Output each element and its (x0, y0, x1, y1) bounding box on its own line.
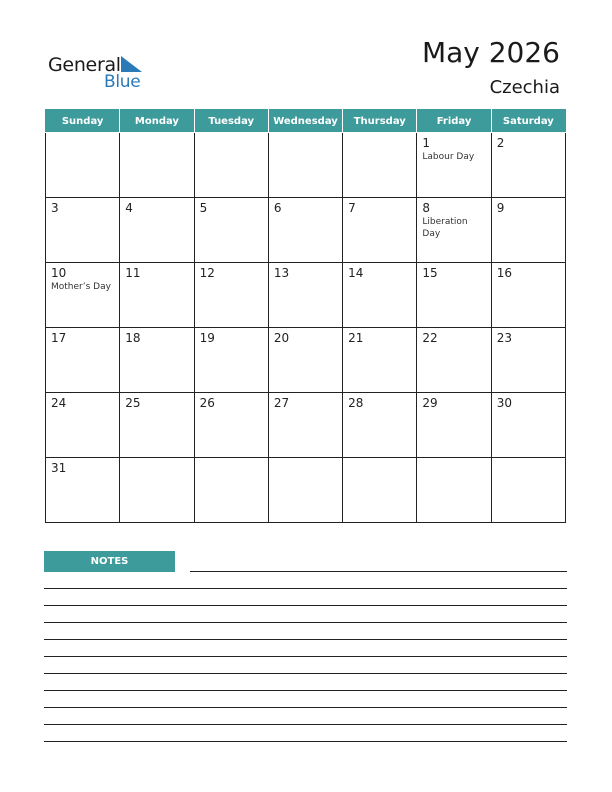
day-number: 27 (273, 396, 290, 410)
day-cell-content (417, 328, 490, 392)
day-cell (194, 393, 268, 458)
day-number: 16 (496, 266, 512, 280)
day-cell (268, 328, 342, 393)
day-cell-content (343, 133, 416, 197)
day-cell-content (46, 328, 119, 392)
day-cell (491, 133, 565, 198)
empty-day-cell (343, 133, 417, 198)
day-cell (120, 393, 194, 458)
note-line (44, 588, 567, 589)
logo-triangle-icon (121, 56, 142, 72)
day-cell-content (492, 133, 565, 197)
weekday-header: Monday (120, 110, 194, 133)
day-cell-content (343, 393, 416, 457)
day-number: 26 (199, 396, 215, 410)
day-cell (46, 328, 120, 393)
note-line (44, 656, 567, 657)
note-line (44, 741, 567, 742)
day-number: 31 (51, 461, 67, 475)
day-cell (268, 198, 342, 263)
weekday-header: Wednesday (268, 110, 342, 133)
empty-day-cell (268, 458, 342, 523)
day-cell (417, 328, 491, 393)
day-number: 28 (348, 396, 364, 410)
day-number: 13 (273, 266, 290, 280)
empty-day-cell (491, 458, 565, 523)
day-number: 4 (125, 201, 133, 215)
day-cell-content (417, 198, 490, 262)
day-cell (194, 263, 268, 328)
calendar-week-row (46, 263, 566, 328)
empty-day-cell (343, 458, 417, 523)
country-name: Czechia (489, 77, 560, 98)
day-number: 22 (422, 331, 438, 345)
month-year-title: May 2026 (421, 36, 560, 69)
calendar-week-row (46, 133, 566, 198)
day-cell-content (120, 458, 193, 522)
calendar-week-row (46, 458, 566, 523)
day-number: 3 (51, 201, 59, 215)
weekday-header: Thursday (343, 110, 417, 133)
calendar-week-row (46, 198, 566, 263)
note-line (44, 639, 567, 640)
day-number: 23 (496, 331, 512, 345)
day-number: 30 (496, 396, 512, 410)
day-number: 24 (51, 396, 67, 410)
day-number: 10 (51, 266, 67, 280)
day-number: 20 (273, 331, 290, 345)
day-cell (491, 328, 565, 393)
day-cell (268, 393, 342, 458)
day-number: 9 (496, 201, 505, 215)
day-cell-content (120, 198, 193, 262)
logo-word-blue: Blue (104, 72, 141, 92)
day-number: 21 (348, 331, 364, 345)
day-cell-content (269, 393, 342, 457)
day-number: 14 (348, 266, 364, 280)
holiday-label: Mother’s Day (51, 282, 111, 292)
day-number: 19 (199, 331, 215, 345)
day-cell-content (195, 393, 268, 457)
day-cell-content (343, 263, 416, 327)
day-cell (120, 328, 194, 393)
empty-day-cell (417, 458, 491, 523)
day-cell-content (417, 458, 490, 522)
weekday-header: Saturday (491, 110, 565, 133)
day-number: 7 (348, 201, 356, 215)
note-line (44, 605, 567, 606)
day-cell-content (195, 328, 268, 392)
day-number: 5 (199, 201, 208, 215)
note-line (44, 622, 567, 623)
day-number: 25 (125, 396, 141, 410)
day-cell-content (120, 328, 193, 392)
day-cell (343, 263, 417, 328)
day-cell (417, 133, 491, 198)
day-cell-content (195, 198, 268, 262)
calendar-week-row (46, 393, 566, 458)
day-cell-content (46, 458, 119, 522)
note-line (44, 673, 567, 674)
day-number: 15 (422, 266, 438, 280)
empty-day-cell (120, 458, 194, 523)
day-cell-content (195, 263, 268, 327)
empty-day-cell (194, 133, 268, 198)
day-cell-content (417, 393, 490, 457)
day-cell-content (269, 198, 342, 262)
day-cell-content (343, 198, 416, 262)
weekday-header-row (46, 110, 566, 133)
logo-word-general: General (48, 54, 121, 76)
day-cell-content (120, 393, 193, 457)
day-cell (491, 263, 565, 328)
day-cell (46, 393, 120, 458)
day-number: 12 (199, 266, 215, 280)
day-number: 17 (51, 331, 67, 345)
note-line (190, 571, 567, 572)
day-cell (194, 328, 268, 393)
calendar-grid (45, 109, 566, 523)
day-cell-content (269, 133, 342, 197)
day-cell-content (492, 393, 565, 457)
day-cell-content (343, 328, 416, 392)
day-cell (417, 263, 491, 328)
calendar-body (46, 133, 566, 523)
empty-day-cell (120, 133, 194, 198)
day-cell-content (269, 263, 342, 327)
day-cell-content (46, 133, 119, 197)
day-cell (491, 393, 565, 458)
day-cell (343, 198, 417, 263)
day-cell-content (195, 458, 268, 522)
empty-day-cell (46, 133, 120, 198)
holiday-label: Labour Day (422, 152, 475, 162)
weekday-header: Tuesday (194, 110, 268, 133)
day-number: 29 (422, 396, 438, 410)
weekday-header: Sunday (46, 110, 120, 133)
empty-day-cell (194, 458, 268, 523)
day-cell (268, 263, 342, 328)
day-cell (46, 198, 120, 263)
day-cell-content (46, 263, 119, 327)
day-number: 11 (125, 266, 141, 280)
brand-logo (48, 52, 158, 92)
day-cell (491, 198, 565, 263)
day-cell-content (46, 393, 119, 457)
day-cell (343, 393, 417, 458)
empty-day-cell (268, 133, 342, 198)
day-cell-content (343, 458, 416, 522)
day-cell-content (195, 133, 268, 197)
day-number: 18 (125, 331, 141, 345)
day-cell (194, 198, 268, 263)
calendar-week-row (46, 328, 566, 393)
day-cell (120, 198, 194, 263)
day-cell-content (492, 328, 565, 392)
weekday-header: Friday (417, 110, 491, 133)
note-line (44, 707, 567, 708)
holiday-label: Liberation Day (422, 217, 468, 239)
day-cell (417, 393, 491, 458)
day-number: 6 (273, 201, 282, 215)
day-cell-content (492, 198, 565, 262)
day-cell-content (120, 133, 193, 197)
day-cell-content (120, 263, 193, 327)
note-line (44, 724, 567, 725)
day-cell (120, 263, 194, 328)
day-cell (46, 263, 120, 328)
note-line (44, 690, 567, 691)
notes-label: NOTES (44, 551, 175, 572)
day-cell-content (269, 458, 342, 522)
day-number: 1 (422, 136, 431, 150)
day-cell-content (492, 458, 565, 522)
day-cell-content (492, 263, 565, 327)
day-cell-content (417, 263, 490, 327)
day-cell-content (417, 133, 490, 197)
day-cell (343, 328, 417, 393)
day-cell (417, 198, 491, 263)
day-cell (46, 458, 120, 523)
day-cell-content (269, 328, 342, 392)
day-cell-content (46, 198, 119, 262)
day-number: 2 (496, 136, 505, 150)
day-number: 8 (422, 201, 431, 215)
